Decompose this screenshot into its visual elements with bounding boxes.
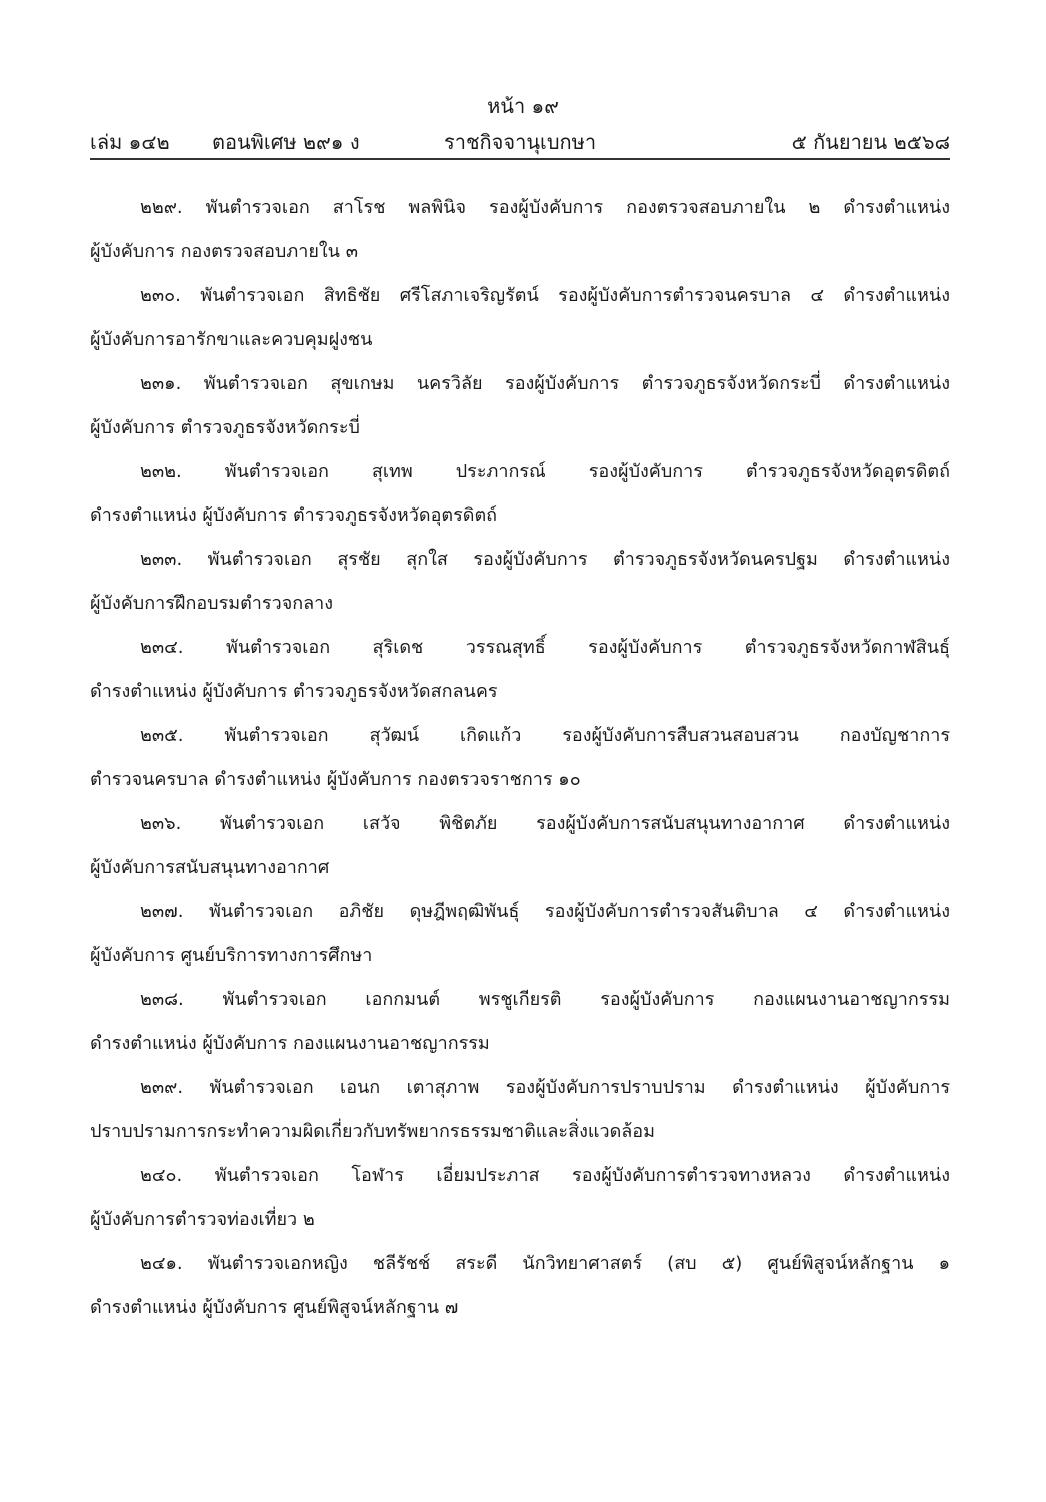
appointment-entry [90,538,950,626]
entry-line-2: ดำรงตำแหน่ง ผู้บังคับการ ตำรวจภูธรจังหวัดอุตรดิตถ์ [90,505,498,526]
appointment-entry [90,1066,950,1154]
entry-line-2: ผู้บังคับการฝึกอบรมตำรวจกลาง [90,593,334,614]
entry-line-1: ๒๓๖. พันตำรวจเอก เสวัจ พิชิตภัย รองผู้บังคับการสนับสนุนทางอากาศ ดำรงตำแหน่ง [140,813,950,834]
entry-line-2: ผู้บังคับการ กองตรวจสอบภายใน ๓ [90,241,358,262]
appointment-entry [90,362,950,450]
entry-line-2: ปราบปรามการกระทำความผิดเกี่ยวกับทรัพยากรธรรมชาติและสิ่งแวดล้อม [90,1121,655,1142]
appointment-entry [90,274,950,362]
appointment-entry [90,186,950,274]
entry-line-2: ดำรงตำแหน่ง ผู้บังคับการ ศูนย์พิสูจน์หลักฐาน ๗ [90,1297,459,1318]
entry-line-1: ๒๓๘. พันตำรวจเอก เอกกมนต์ พรชูเกียรติ รองผู้บังคับการ กองแผนงานอาชญากรรม [140,989,950,1010]
entry-line-1: ๒๔๐. พันตำรวจเอก โอฬาร เอี่ยมประภาส รองผู้บังคับการตำรวจทางหลวง ดำรงตำแหน่ง [140,1165,950,1186]
page-number: หน้า ๑๙ [487,94,559,118]
appointment-entry [90,802,950,890]
entry-line-2: ผู้บังคับการสนับสนุนทางอากาศ [90,857,330,878]
entry-line-1: ๒๔๑. พันตำรวจเอกหญิง ชลีรัชช์ สระดี นักวิทยาศาสตร์ (สบ ๕) ศูนย์พิสูจน์หลักฐาน ๑ [140,1253,950,1274]
entry-line-2: ตำรวจนครบาล ดำรงตำแหน่ง ผู้บังคับการ กองตรวจราชการ ๑๐ [90,769,581,790]
appointment-entry [90,626,950,714]
document-header [90,128,950,160]
entry-line-1: ๒๓๕. พันตำรวจเอก สุวัฒน์ เกิดแก้ว รองผู้บังคับการสืบสวนสอบสวน กองบัญชาการ [140,725,950,746]
entry-line-1: ๒๒๙. พันตำรวจเอก สาโรช พลพินิจ รองผู้บังคับการ กองตรวจสอบภายใน ๒ ดำรงตำแหน่ง [140,197,950,218]
publication-date: ๕ กันยายน ๒๕๖๘ [791,130,950,154]
entry-line-2: ผู้บังคับการ ตำรวจภูธรจังหวัดกระบี่ [90,417,360,438]
entry-line-1: ๒๓๐. พันตำรวจเอก สิทธิชัย ศรีโสภาเจริญรัตน์ รองผู้บังคับการตำรวจนครบาล ๔ ดำรงตำแหน่ง [140,285,950,306]
entry-line-1: ๒๓๔. พันตำรวจเอก สุริเดช วรรณสุทธิ์ รองผู้บังคับการ ตำรวจภูธรจังหวัดกาฬสินธุ์ [140,637,950,658]
entry-line-1: ๒๓๗. พันตำรวจเอก อภิชัย ดุษฎีพฤฒิพันธุ์ รองผู้บังคับการตำรวจสันติบาล ๔ ดำรงตำแหน่ง [140,901,950,922]
entry-line-2: ดำรงตำแหน่ง ผู้บังคับการ ตำรวจภูธรจังหวัดสกลนคร [90,681,498,702]
entry-line-1: ๒๓๓. พันตำรวจเอก สุรชัย สุกใส รองผู้บังคับการ ตำรวจภูธรจังหวัดนครปฐม ดำรงตำแหน่ง [140,549,950,570]
entry-line-2: ดำรงตำแหน่ง ผู้บังคับการ กองแผนงานอาชญากรรม [90,1033,490,1054]
volume-number: เล่ม ๑๔๒ [90,130,170,154]
entry-line-2: ผู้บังคับการตำรวจท่องเที่ยว ๒ [90,1209,315,1230]
document-body [90,186,950,1330]
section-number: ตอนพิเศษ ๒๙๑ ง [212,130,360,154]
appointment-entry [90,1154,950,1242]
entry-line-1: ๒๓๑. พันตำรวจเอก สุขเกษม นครวิลัย รองผู้บังคับการ ตำรวจภูธรจังหวัดกระบี่ ดำรงตำแหน่ง [140,373,950,394]
appointment-entry [90,450,950,538]
appointment-entry [90,890,950,978]
entry-line-1: ๒๓๒. พันตำรวจเอก สุเทพ ประภากรณ์ รองผู้บังคับการ ตำรวจภูธรจังหวัดอุตรดิตถ์ [140,461,950,482]
publication-title: ราชกิจจานุเบกษา [444,130,597,154]
appointment-entry [90,978,950,1066]
entry-line-2: ผู้บังคับการอารักขาและควบคุมฝูงชน [90,329,373,350]
appointment-entry [90,1242,950,1330]
entry-line-1: ๒๓๙. พันตำรวจเอก เอนก เตาสุภาพ รองผู้บังคับการปราบปราม ดำรงตำแหน่ง ผู้บังคับการ [140,1077,950,1098]
appointment-entry [90,714,950,802]
entry-line-2: ผู้บังคับการ ศูนย์บริการทางการศึกษา [90,945,373,966]
